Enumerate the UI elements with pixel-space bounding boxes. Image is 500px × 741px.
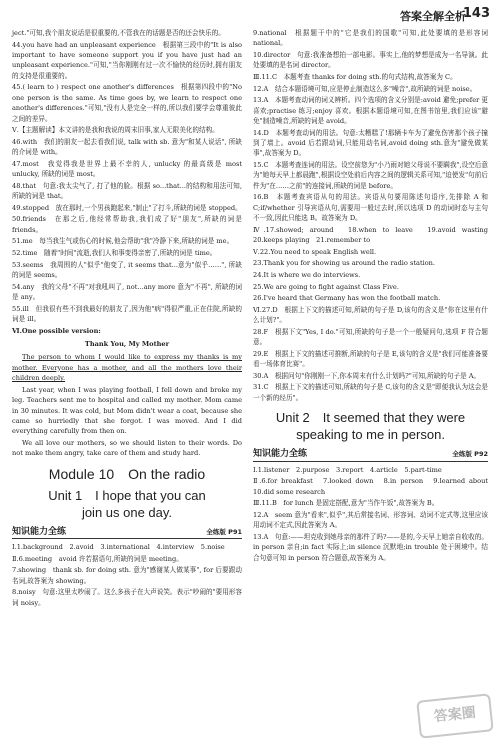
answer-para: 16.B 本题考查宾语从句的用法。宾语从句要用陈述句语序,先排除 A 和 C;if/whether 引导宾语从句,需要用一般过去时,所以选项 D 的动词时态与主句不一致,因此只能选 B。故答案为 D。 bbox=[253, 193, 488, 223]
answer-para: 26.I've heard that Germany has won the football match. bbox=[253, 294, 441, 303]
module-title: Module 10 On the radio bbox=[48, 465, 206, 482]
answer-para: 51.me 每当我生气或伤心的时候,他会帮助"我"冷静下来,所缺的词是 me。 bbox=[12, 237, 234, 246]
answer-para: 50.friends 在那之后,他经常帮助我,我们成了好"朋友",所缺的词是 friends。 bbox=[12, 215, 242, 234]
answer-para: 47.most 我觉得我是世界上最不幸的人, unlucky 的最高级是 most unlucky, 所缺的词是 most。 bbox=[12, 159, 242, 179]
essay-para bbox=[12, 352, 242, 383]
answer-para: Ⅰ.1.listener 2.purpose 3.report 4.article 5.part-time bbox=[253, 465, 442, 474]
answer-para: 7.showing thank sb. for doing sth. 意为"感谢某人做某事", for 后要跟动名词,故答案为 showing。 bbox=[12, 566, 242, 585]
answer-para: Ⅵ.27.D 根据上下文的描述可知,所缺的句子是 D,该句的含义是"你在这里有什么计划?"。 bbox=[253, 305, 488, 325]
section-ref: 全练版 P91 bbox=[206, 527, 242, 536]
right-column bbox=[253, 28, 495, 564]
answer-para: Ⅴ.22.You need to speak English well. bbox=[253, 247, 377, 256]
answer-para: 53.seems 我周围的人"似乎"他变了, it seems that...意为"似乎……", 所缺的词是 seems。 bbox=[12, 260, 242, 279]
unit-title-line: speaking to me in person. bbox=[296, 427, 445, 443]
answer-para: 8.noisy 句意:这里太吵闹了。这么多孩子在大声说笑。表示"吵闹的"要用形容词 noisy。 bbox=[12, 588, 242, 607]
unit-title bbox=[253, 409, 488, 443]
header-title: 答案全解全析 bbox=[400, 10, 466, 23]
unit-title bbox=[12, 487, 242, 521]
answer-para: Ⅱ.6.for breakfast 7.looked down 8.in person 9.learned about 10.did some research bbox=[253, 477, 495, 496]
answer-para: 30.A 根据问句"你刚刚一下,你本周末有什么计划吗?"可知,所缺的句子是 A。 bbox=[253, 371, 481, 380]
answer-para: 24.It is where we do interviews. bbox=[253, 271, 361, 279]
section-title: 知识能力全练 bbox=[253, 449, 308, 460]
answer-para: 46.with 我们的朋友一起去看我们说, talk with sb. 意为"和某人说话", 所缺的介词是 with。 bbox=[12, 137, 242, 157]
section-ref: 全练版 P92 bbox=[452, 450, 488, 459]
answer-para: 31.C 根据上下文的描述可知,所缺的句子是 C,该句的含义是"即便我认为这会是一个新的经历"。 bbox=[253, 383, 488, 402]
answer-para: 54.any 我的父母"不再"对我吼叫了, not...any more 意为"不再", 所缺的词是 any。 bbox=[12, 282, 242, 301]
answer-para: 48.that 句意:我太尖气了, 打了他的脸。根据 so...that...的结构和用法可知,所缺的词是 that。 bbox=[12, 181, 242, 201]
page-header bbox=[0, 0, 500, 26]
section-header bbox=[12, 527, 242, 539]
answer-para: 29.E 根据上下文的描述可推断,所缺的句子是 E,该句的含义是"我们可能准备要看一场体育比赛"。 bbox=[253, 349, 488, 369]
section-title: 知识能力全练 bbox=[12, 526, 67, 537]
answer-para: 15.C 本题考查连词的用法。设空前您为"小乃雨对她父母说不要瞒我",设空后意为"她每天早上都晨跑",根据设空处前后内容之间的逻辑关系可知,"迫使发"句前后件为"在……之前"的连接词,所缺的词是 before。 bbox=[253, 161, 488, 190]
answer-para: 49.stopped 放在那时,一个男孩跑起来,"制止"了打斗,所缺的词是 stopped。 bbox=[12, 203, 242, 212]
left-column bbox=[12, 28, 242, 609]
answer-para: ject."可知,我个朋友说话是很重要的,不管我在的话题是否的还会快乐的。 bbox=[12, 29, 225, 37]
answer-para: 13.A 本题考查动词的词义辨析。四个选项的含义分别是:avoid 避免;prefer 更喜欢;practise 练习;enjoy 喜欢。根据本题语境可知,在图书馆里,我们应该"避免"制造噪音,所缺的词是 avoid。 bbox=[253, 96, 488, 125]
answer-para: Ⅳ.17.showed; around 18.when to leave 19.avoid wasting 20.keeps playing 21.remember to bbox=[253, 225, 495, 245]
answer-para: Ⅲ.11.C 本题考查 thanks for doing sth.的句式结构,故答案为 C。 bbox=[253, 73, 457, 81]
answer-para: 45.( learn to ) respect one another's differences 根据第四段中的"No one person is the same. As time goes by, we learn to respect one another's differences."可知,"没有人是完全一样的,所以我们要学会尊重彼此之间的差异。 bbox=[12, 83, 242, 123]
answer-para: 12.A 结合本题语境可知,应是停止制造这么多"噪音",故所缺的词是 noise。 bbox=[253, 84, 477, 93]
answer-para: 52.time 随着"时间"流逝,我们人和事变得亲密了,所缺的词是 time。 bbox=[12, 249, 217, 257]
answer-para: Ⅱ.6.meeting avoid 许若据语句,所缺的词是 meeting。 bbox=[12, 554, 183, 563]
answer-para: 10.director 句意:我准备想拍一部电影。事实上,他的梦想是成为一名导演。此处要填的是名词 director。 bbox=[253, 51, 488, 70]
essay-para: We all love our mothers, so we should listen to their words. Do not make them angry, take care of them and study hard. bbox=[12, 439, 242, 458]
answer-para: 28.F 根据下文"Yes, I do."可知,所缺的句子是一个一般疑问句,选项 F 符合题意。 bbox=[253, 327, 488, 347]
answer-para: Ⅰ.1.background 2.avoid 3.international 4.interview 5.noise bbox=[12, 543, 225, 552]
possible-version-label: Ⅵ.One possible version: bbox=[12, 326, 101, 335]
essay-para: Last year, when I was playing football, I fell down and broke my leg. Teachers sent me to hospital and called my mother. Mom came in 30 minutes. It was cold, but Mom didn't wear a coat, because she came so hurriedly that she forgot. I was moved. And I did everything carefully from then on. bbox=[12, 385, 242, 436]
answer-para: 12.A seem 意为"看来",似乎",其后常接名词、形容词、动词不定式等,这里应该用动词不定式,因此答案为 A。 bbox=[253, 510, 488, 530]
topic-note: Ⅴ.【主题解读】本文讲的是我和我说的周末旧事,家人无限美化的结构。 bbox=[12, 126, 219, 135]
answer-para: 23.Thank you for showing us around the radio station. bbox=[253, 259, 436, 268]
answer-para: 55.ill 但我很有些不到我最好的朋友了,因为他"病"得很严重,正在住院,所缺的词是 ill。 bbox=[12, 304, 242, 323]
unit-title-line: Unit 1 I hope that you can bbox=[48, 487, 206, 503]
answer-para: 9.national 根据题干中的"它是我们的国歌"可知,此处要填的是形容词 national。 bbox=[253, 29, 488, 48]
answer-para: 25.We are going to fight against Class Five. bbox=[253, 282, 399, 291]
unit-title-line: join us one day. bbox=[81, 504, 173, 520]
watermark-logo: 答案圈 bbox=[416, 693, 494, 739]
page-number: 143 bbox=[462, 6, 490, 21]
answer-para: 13.A 句意:——坦克收到她母亲的那件了吗?——是的,今天早上她亲自收收的。in person 亲自;in fact 实际上;in silence 沉默地;in trouble 处于困境中。结合句意可知 in person 符合题意,故答案为 A。 bbox=[253, 532, 488, 562]
answer-para: 14.D 本题考查动词的用法。句意:太糟糕了!那辆卡车为了避免伤害那个孩子撞到了墙上。avoid 后若跟动词,只能用动名词,avoid doing sth.意为"避免做某事",故答案为 D。 bbox=[253, 128, 488, 158]
section-header bbox=[253, 449, 488, 461]
answer-para: 44.you have had an unpleasant experience 根据第三段中的"It is also important to have someone support you if you have just had an unpleasant experience."可知,"当你刚刚有过一次不愉快的经历时,拥有朋友的支持是很重要的。 bbox=[12, 40, 242, 80]
essay-para-text: The person to whom I would like to express my thanks is my mother. Everyone has a mother, and all the mothers love their children deeply. bbox=[12, 353, 242, 383]
answer-para: Ⅲ.11.B for lunch 是固定搭配,意为"当作午饭",故答案为 B。 bbox=[253, 499, 439, 508]
essay-title: Thank You, My Mother bbox=[84, 340, 170, 348]
unit-title-line: Unit 2 It seemed that they were bbox=[275, 410, 466, 426]
